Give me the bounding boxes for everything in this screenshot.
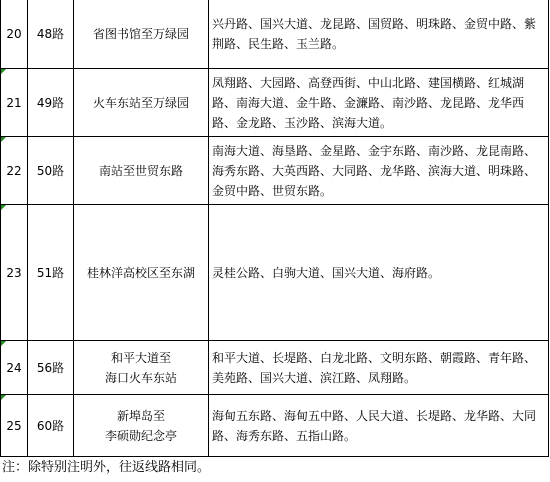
route-name	[74, 395, 208, 456]
stops-cell	[209, 0, 548, 68]
route-line: 桂林洋高校区至东湖	[86, 265, 195, 280]
stops-cell	[209, 69, 548, 136]
stops-text: 和平大道、长堤路、白龙北路、文明东路、朝霞路、青年路、美苑路、国兴大道、滨江路、凤翔路。	[212, 350, 537, 385]
stops-cell	[209, 205, 548, 340]
line-number: 48路	[36, 27, 65, 41]
row-number: 21	[6, 95, 22, 110]
row-number: 25	[6, 418, 22, 433]
route-line: 火车东站至万绿园	[92, 95, 189, 110]
route-line: 省图书馆至万绿园	[92, 27, 189, 41]
route-line: 海口火车东站	[104, 370, 177, 385]
route-line: 李硕勋纪念亭	[104, 428, 177, 443]
stops-text: 海甸五东路、海甸五中路、人民大道、长堤路、龙华路、大同路、海秀东路、五指山路。	[212, 408, 537, 443]
row-number: 24	[6, 360, 22, 375]
route-name	[74, 205, 208, 340]
route-name	[74, 341, 208, 394]
route-name	[74, 69, 208, 136]
line-number: 56路	[36, 360, 65, 375]
stops-text: 凤翔路、大园路、高登西街、中山北路、建国横路、红城湖路、南海大道、金牛路、金濂路、南沙路、龙昆路、龙华西路、金龙路、玉沙路、滨海大道。	[212, 75, 525, 130]
line-number: 49路	[36, 95, 65, 110]
stops-text: 兴丹路、国兴大道、龙昆路、国贸路、明珠路、金贸中路、紫荆路、民生路、玉兰路。	[212, 17, 537, 51]
route-name	[74, 0, 208, 68]
row-number: 23	[6, 265, 22, 280]
route-name	[74, 137, 208, 204]
stops-text: 灵桂公路、白驹大道、国兴大道、海府路。	[212, 265, 441, 280]
row-number: 20	[6, 27, 22, 41]
row-number: 22	[6, 163, 22, 178]
stops-cell	[209, 137, 548, 204]
footnote: 注：除特别注明外，往返线路相同。	[2, 460, 211, 475]
line-number: 50路	[36, 163, 65, 178]
route-line: 和平大道至	[110, 350, 171, 365]
stops-text: 南海大道、海垦路、金星路、金宇东路、南沙路、龙昆南路、海秀东路、大英西路、大同路、龙华路、滨海大道、明珠路、金贸中路、世贸东路。	[212, 143, 537, 198]
stops-cell	[209, 395, 548, 456]
route-line: 南站至世贸东路	[98, 163, 183, 178]
line-number: 60路	[36, 418, 65, 433]
stops-cell	[209, 341, 548, 394]
line-number: 51路	[36, 265, 65, 280]
route-line: 新埠岛至	[116, 408, 165, 423]
